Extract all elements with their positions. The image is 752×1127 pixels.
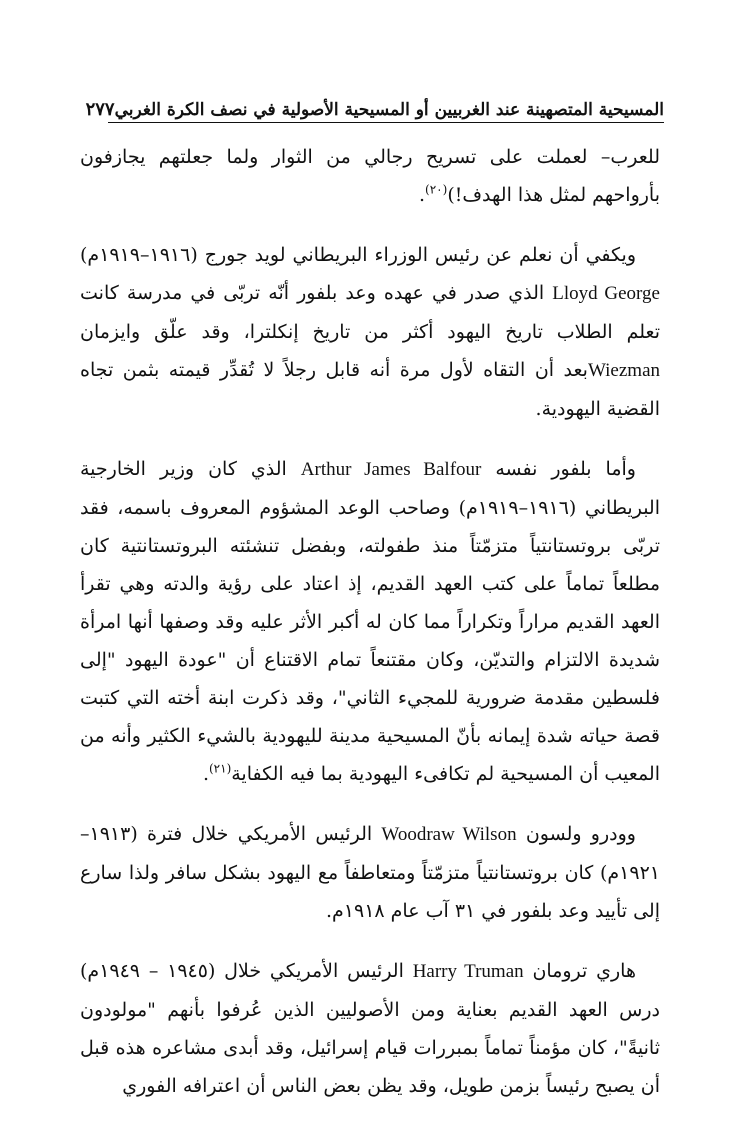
paragraph-5: [80, 952, 660, 1105]
header-title: المسيحية المتصهينة عند الغربيين أو المسيحية الأصولية في نصف الكرة الغربي: [114, 100, 664, 120]
paragraph-2: [80, 236, 660, 428]
footnote-ref: (٢٠): [425, 182, 448, 197]
latin-name: Harry Truman: [412, 961, 524, 982]
page-number: ٢٧٧: [85, 99, 115, 120]
paragraph-3: [80, 450, 660, 793]
paragraph-text: .: [202, 763, 209, 785]
footnote-ref: (٢١): [208, 761, 232, 776]
body-text: [80, 138, 660, 1127]
latin-name: Woodraw Wilson: [381, 824, 517, 845]
paragraph-text: الذي صدر في عهده وعد بلفور أنّه تربّى في مدرسة كانت تعلم الطلاب تاريخ اليهود أكثر من تاريخ إنكلترا، وقد علّق وايزمان: [80, 282, 660, 343]
paragraph-text: الذي كان وزير الخارجية البريطاني (١٩١٦–١٩١٩م) وصاحب الوعد المشؤوم المعروف باسمه، فقد تربّى بروتستانتياً متزمّتاً منذ طفولته، وبفضل تنشئته البروتستانتية كان مطلعاً تماماً على كتب العهد القديم، إذ اعتاد على رؤية والدته وهي تقرأ العهد القديم مراراً وتكراراً مما كان له أكبر الأثر عليه وقد وصفها أنها امرأة شديدة الالتزام والتديّن، وكان مقتنعاً تمام الاقتناع أن "عودة اليهود "إلى فلسطين مقدمة ضرورية للمجيء الثاني"، وقد ذكرت ابنة أخته التي كتبت قصة حياته شدة إيمانه بأنّ المسيحية مدينة لليهودية بالشيء الكثير وأنه من المعيب أن المسيحية لم تكافىء اليهودية بما فيه الكفاية: [80, 458, 661, 785]
paragraph-4: [80, 815, 660, 930]
paragraph-text: هاري ترومان: [523, 960, 636, 982]
paragraph-text: .: [419, 184, 426, 206]
latin-name: Lloyd George: [552, 283, 660, 304]
running-header: [85, 86, 664, 123]
paragraph-text: وأما بلفور نفسه: [481, 458, 636, 480]
paragraph-text: الرئيس الأمريكي خلال (١٩٤٥ – ١٩٤٩م) درس العهد القديم بعناية ومن الأصوليين الذين عُرفوا بأنهم "مولودون ثانيةً"، كان مؤمناً تماماً بمبررات قيام إسرائيل، وقد أبدى مشاعره هذه قبل أن يصبح رئيساً بزمن طويل، وقد يظن بعض الناس أن اعترافه الفوري: [80, 960, 660, 1097]
paragraph-text: الرئيس الأمريكي خلال فترة (١٩١٣–١٩٢١م) كان بروتستانتياً متزمّتاً ومتعاطفاً مع اليهود بشكل سافر ولذا سارع إلى تأييد وعد بلفور في ٣١ آب عام ١٩١٨م.: [80, 823, 660, 922]
paragraph-text: بعد أن التقاه لأول مرة أنه قابل رجلاً لا تُقدِّر قيمته بثمن تجاه القضية اليهودية.: [80, 359, 660, 420]
paragraph-text: للعرب– لعملت على تسريح رجالي من الثوار ولما جعلتهم يجازفون بأرواحهم لمثل هذا الهدف!): [80, 146, 660, 206]
latin-name: Wiezman: [587, 360, 660, 381]
latin-name: Arthur James Balfour: [300, 459, 482, 480]
paragraph-text: ويكفي أن نعلم عن رئيس الوزراء البريطاني لويد جورج (١٩١٦–١٩١٩م): [80, 244, 636, 266]
paragraph-1: [80, 138, 660, 214]
paragraph-text: وودرو ولسون: [516, 823, 636, 845]
